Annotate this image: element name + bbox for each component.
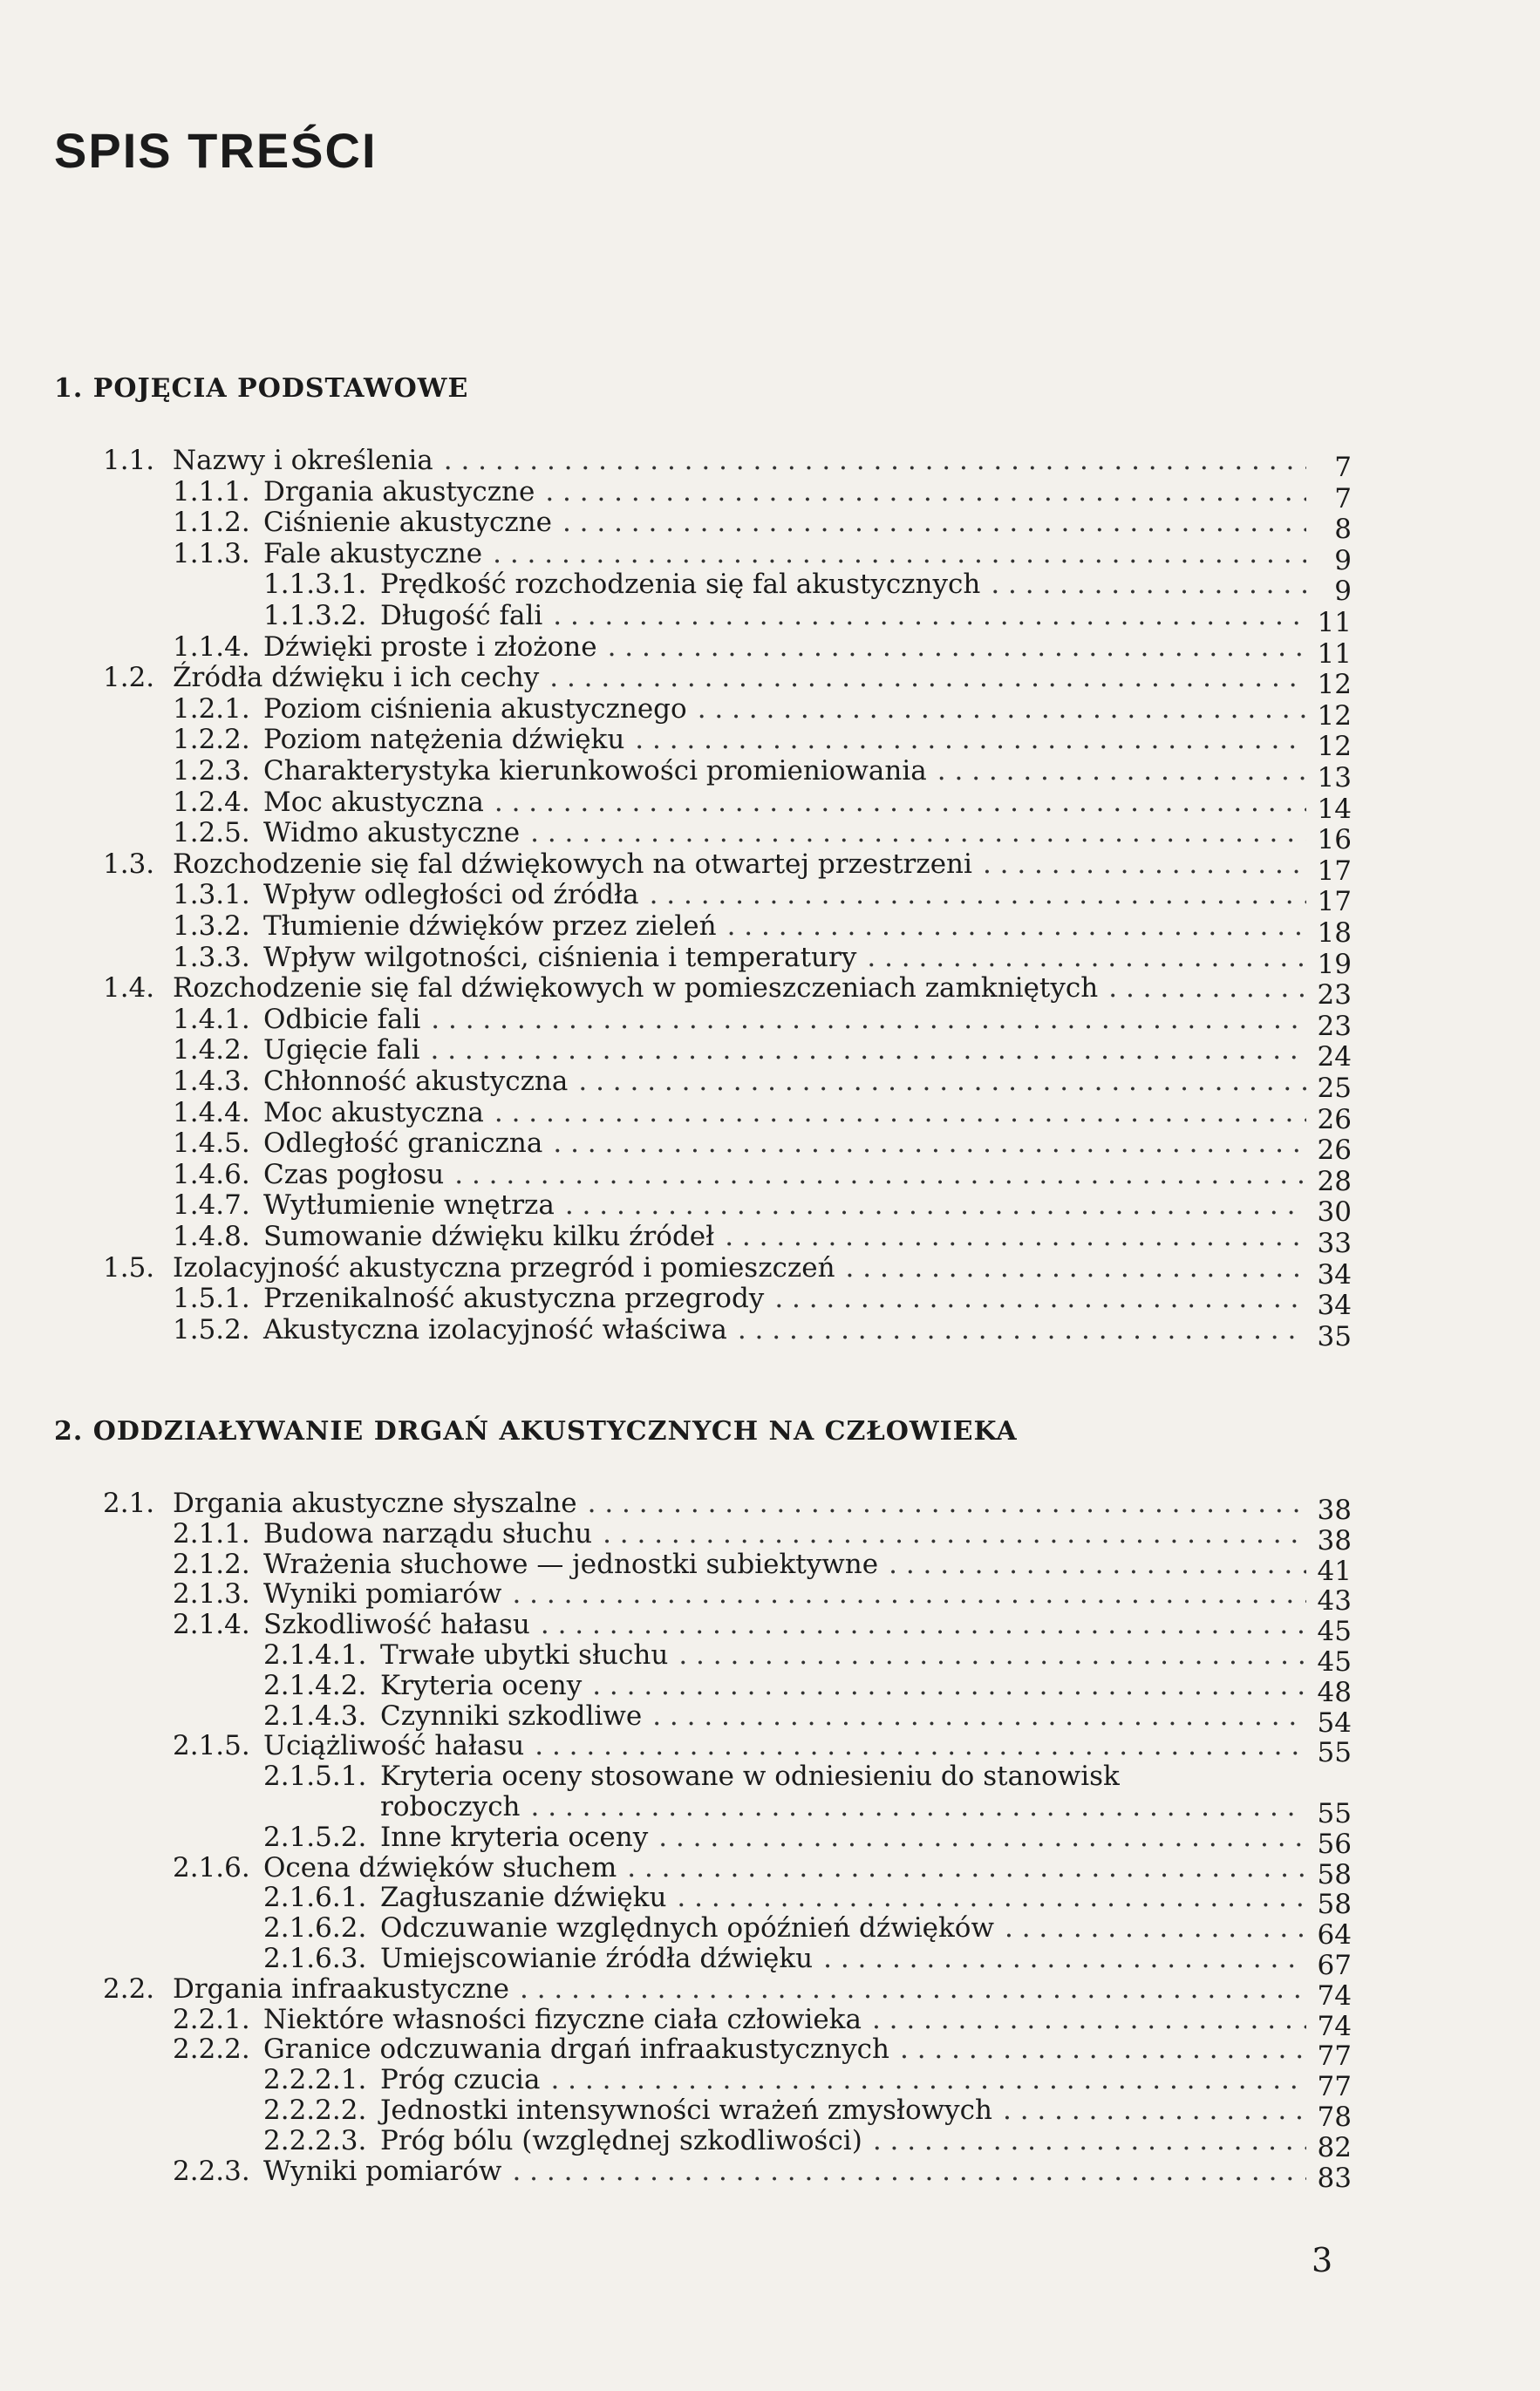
toc-entry-number: 1.4. (103, 972, 155, 1005)
toc-entry-number: 1.4.1. (173, 1003, 250, 1035)
toc-entry[interactable] (103, 1972, 1352, 2012)
toc-entry[interactable] (263, 1700, 1352, 1739)
toc-entry[interactable] (173, 1609, 1352, 1648)
toc-entry-page: 38 (1317, 1524, 1352, 1557)
toc-entry-title: Czas pogłosu (263, 1158, 445, 1190)
toc-entry-page: 82 (1317, 2131, 1352, 2163)
dot-leader (431, 1004, 1306, 1035)
dot-leader (900, 2033, 1306, 2065)
toc-entry-title: Prędkość rozchodzenia się fal akustycznych (380, 569, 981, 601)
dot-leader (1003, 2095, 1306, 2126)
toc-entry-number: 1.1.4. (173, 630, 250, 663)
toc-entry-title: Próg bólu (względnej szkodliwości) (380, 2124, 862, 2156)
toc-entry-page: 12 (1317, 669, 1352, 701)
toc-entry[interactable] (173, 2033, 1352, 2073)
toc-entry-title: Drgania akustyczne słyszalne (173, 1488, 577, 1519)
toc-entry-number: 2.2.2.1. (263, 2064, 367, 2096)
toc-entry-page: 17 (1317, 886, 1352, 918)
toc-entry[interactable] (173, 1003, 1352, 1042)
toc-entry-number: 1.1.3.2. (263, 600, 367, 631)
dot-leader (545, 476, 1306, 507)
toc-entry-title: Wyniki pomiarów (263, 1578, 502, 1611)
toc-entry-number: 2.2.2. (173, 2033, 250, 2066)
toc-entry-page: 67 (1317, 1950, 1352, 1981)
toc-entry-page: 77 (1317, 2040, 1352, 2073)
toc-entry-page: 55 (1317, 1798, 1352, 1829)
toc-entry[interactable] (173, 537, 1352, 576)
dot-leader (873, 2125, 1306, 2156)
toc-entry[interactable] (173, 630, 1352, 670)
toc-entry-page: 77 (1317, 2071, 1352, 2103)
section-heading-1: 1. POJĘCIA PODSTAWOWE (54, 373, 469, 404)
toc-entry-page: 83 (1317, 2162, 1352, 2194)
toc-entry-title: Ocena dźwięków słuchem (263, 1851, 617, 1884)
toc-entry-number: 1.4.2. (173, 1034, 250, 1066)
toc-entry-title: Inne kryteria oceny (380, 1821, 649, 1853)
toc-entry-number: 2.1.6.1. (263, 1882, 367, 1914)
toc-entry[interactable] (103, 445, 1352, 483)
toc-entry-page: 8 (1334, 514, 1352, 546)
toc-entry-page: 7 (1334, 482, 1352, 514)
dot-leader (823, 1943, 1306, 1974)
toc-entry-number: 2.1. (103, 1488, 155, 1519)
toc-entry-title: Rozchodzenie się fal dźwiękowych na otwartej przestrzeni (173, 848, 972, 880)
toc-entry-page: 34 (1317, 1290, 1352, 1322)
toc-entry-page: 16 (1317, 824, 1352, 856)
toc-entry[interactable] (263, 1669, 1352, 1708)
toc-entry-page: 14 (1317, 793, 1352, 825)
toc-entry-title: Ugięcie fali (263, 1034, 420, 1066)
toc-entry-number: 1.2.2. (173, 724, 250, 756)
dot-leader (846, 1252, 1306, 1284)
toc-entry-page: 30 (1317, 1196, 1352, 1229)
toc-entry[interactable] (173, 879, 1352, 918)
toc-entry-number: 2.2. (103, 1972, 155, 2005)
dot-leader (553, 600, 1306, 631)
toc-entry-page: 9 (1334, 576, 1352, 608)
toc-entry-title: Tłumienie dźwięków przez zieleń (263, 910, 717, 942)
dot-leader (867, 942, 1306, 973)
toc-entry-number: 2.1.3. (173, 1578, 250, 1611)
toc-entry-page: 54 (1317, 1706, 1352, 1739)
dot-leader (678, 1639, 1306, 1671)
toc-entry[interactable] (173, 786, 1352, 825)
toc-entry-title: Przenikalność akustyczna przegrody (263, 1283, 765, 1315)
toc-entry[interactable] (263, 600, 1352, 638)
dot-leader (738, 1314, 1306, 1345)
dot-leader (535, 1730, 1306, 1761)
toc-entry[interactable] (103, 848, 1352, 887)
toc-entry-page: 7 (1334, 452, 1352, 483)
toc-entry-number: 1.2.3. (173, 755, 250, 787)
toc-entry[interactable] (173, 507, 1352, 546)
dot-leader (562, 507, 1306, 538)
toc-entry[interactable] (103, 662, 1352, 701)
toc-entry-title: Moc akustyczna (263, 786, 484, 818)
toc-entry-number: 2.2.2.2. (263, 2095, 367, 2126)
toc-entry-title: Dźwięki proste i złożone (263, 630, 597, 663)
toc-entry-number: 1.2.4. (173, 786, 250, 818)
toc-entry[interactable] (173, 724, 1352, 763)
dot-leader (530, 817, 1306, 848)
toc-entry-page: 17 (1317, 855, 1352, 887)
toc-entry[interactable] (173, 1158, 1352, 1197)
toc-entry-title: Kryteria oceny (380, 1669, 583, 1701)
toc-entry-number: 2.1.2. (173, 1548, 250, 1580)
toc-entry-page: 18 (1317, 917, 1352, 949)
page-number: 3 (1312, 2241, 1333, 2279)
toc-entry-number: 1.1.3. (173, 537, 250, 569)
toc-entry[interactable] (173, 1313, 1352, 1352)
toc-entry[interactable] (263, 2095, 1352, 2133)
toc-entry[interactable] (173, 1066, 1352, 1104)
dot-leader (677, 1882, 1306, 1913)
toc-entry-number: 2.1.4.2. (263, 1669, 367, 1701)
dot-leader (531, 1791, 1306, 1822)
dot-leader (550, 2064, 1306, 2095)
toc-entry[interactable] (173, 2003, 1352, 2042)
toc-entry-page: 58 (1317, 1889, 1352, 1921)
dot-leader (727, 910, 1306, 942)
toc-entry-page: 11 (1317, 637, 1352, 670)
toc-entry-page: 11 (1317, 607, 1352, 638)
dot-leader (578, 1066, 1306, 1097)
toc-entry-page: 24 (1317, 1041, 1352, 1073)
toc-entry-number: 1.4.6. (173, 1158, 250, 1190)
toc-entry-title: Trwałe ubytki słuchu (380, 1639, 669, 1671)
toc-entry-title: Rozchodzenie się fal dźwiękowych w pomieszczeniach zamkniętych (173, 972, 1099, 1005)
dot-leader (541, 1609, 1306, 1640)
dot-leader (588, 1488, 1306, 1519)
toc-entry-title: Poziom natężenia dźwięku (263, 724, 625, 756)
toc-entry[interactable] (173, 1189, 1352, 1229)
toc-entry[interactable] (263, 1943, 1352, 1981)
toc-entry[interactable] (263, 1761, 1352, 1792)
toc-entry[interactable] (263, 569, 1352, 608)
toc-entry-number: 1.2. (103, 662, 155, 694)
toc-entry-number: 1.4.3. (173, 1066, 250, 1097)
toc-entry-title: Umiejscowianie źródła dźwięku (380, 1943, 814, 1974)
toc-entry-number: 2.1.5.2. (263, 1821, 367, 1853)
dot-leader (512, 2156, 1306, 2187)
toc-entry-page: 34 (1317, 1258, 1352, 1291)
toc-entry-page: 74 (1317, 1979, 1352, 2012)
toc-entry-title: Fale akustyczne (263, 537, 483, 569)
toc-entry[interactable] (263, 1912, 1352, 1952)
dot-leader (652, 1700, 1306, 1732)
dot-leader (991, 569, 1306, 600)
toc-entry[interactable] (103, 1488, 1352, 1526)
toc-entry-number: 1.1.2. (173, 507, 250, 539)
dot-leader (774, 1283, 1306, 1314)
toc-entry-page: 25 (1317, 1073, 1352, 1104)
toc-entry[interactable] (380, 1791, 1352, 1829)
toc-entry-page: 56 (1317, 1828, 1352, 1860)
toc-entry[interactable] (173, 1578, 1352, 1618)
toc-entry-number: 2.1.6. (173, 1851, 250, 1884)
toc-entry-page: 43 (1317, 1585, 1352, 1618)
toc-entry[interactable] (263, 1821, 1352, 1860)
toc-entry-number: 1.5.2. (173, 1313, 250, 1345)
toc-entry[interactable] (173, 817, 1352, 856)
toc-entry-title: Akustyczna izolacyjność właściwa (263, 1313, 727, 1345)
toc-entry-title: Jednostki intensywności wrażeń zmysłowych (380, 2095, 993, 2126)
dot-leader (872, 2004, 1306, 2035)
toc-entry-page: 33 (1317, 1228, 1352, 1259)
toc-entry-title: Próg czucia (380, 2064, 541, 2096)
toc-entry[interactable] (173, 1730, 1352, 1769)
toc-entry-number: 2.2.1. (173, 2003, 250, 2035)
toc-entry-title: Uciążliwość hałasu (263, 1730, 525, 1762)
toc-entry-title: Drgania akustyczne (263, 475, 535, 507)
toc-entry[interactable] (173, 1517, 1352, 1557)
toc-entry[interactable] (173, 1283, 1352, 1322)
toc-entry-title: Źródła dźwięku i ich cechy (173, 662, 540, 694)
toc-entry-number: 2.2.3. (173, 2155, 250, 2187)
dot-leader (431, 1034, 1307, 1066)
toc-entry-title: Niektóre własności fizyczne ciała człowieka (263, 2003, 862, 2035)
dot-leader (592, 1670, 1306, 1701)
toc-entry-title: Widmo akustyczne (263, 817, 521, 849)
toc-entry-title: Czynniki szkodliwe (380, 1700, 643, 1732)
toc-entry[interactable] (173, 1851, 1352, 1890)
toc-entry-title: Odbicie fali (263, 1003, 421, 1035)
dot-leader (493, 538, 1306, 569)
toc-entry-page: 74 (1317, 2010, 1352, 2042)
toc-entry-title: Odległość graniczna (263, 1127, 543, 1160)
dot-leader (698, 693, 1306, 725)
dot-leader (983, 848, 1306, 880)
toc-entry-number: 1.3.1. (173, 879, 250, 911)
toc-entry[interactable] (173, 1221, 1352, 1259)
dot-leader (608, 631, 1306, 663)
toc-entry-number: 1.5. (103, 1251, 155, 1284)
toc-entry-title: Chłonność akustyczna (263, 1066, 569, 1097)
toc-entry-title: Charakterystyka kierunkowości promieniowania (263, 755, 927, 787)
dot-leader (444, 445, 1306, 476)
toc-entry-number: 1.5.1. (173, 1283, 250, 1315)
toc-entry-number: 1.4.8. (173, 1221, 250, 1252)
toc-entry[interactable] (173, 1096, 1352, 1135)
toc-entry-page: 48 (1317, 1676, 1352, 1708)
toc-entry[interactable] (173, 2155, 1352, 2194)
toc-entry[interactable] (173, 692, 1352, 732)
toc-entry[interactable] (103, 972, 1352, 1012)
toc-entry-number: 1.1. (103, 445, 155, 476)
toc-entry-number: 1.2.5. (173, 817, 250, 849)
toc-entry[interactable] (173, 475, 1352, 514)
toc-entry-page: 35 (1317, 1320, 1352, 1352)
toc-entry-title: Wytłumienie wnętrza (263, 1189, 555, 1222)
toc-entry-title: roboczych (380, 1791, 521, 1822)
toc-entry[interactable] (173, 755, 1352, 794)
toc-entry-page: 12 (1317, 699, 1352, 732)
toc-entry-title: Moc akustyczna (263, 1096, 484, 1128)
toc-entry-title: Wpływ wilgotności, ciśnienia i temperatury (263, 941, 857, 973)
dot-leader (512, 1578, 1306, 1610)
toc-entry-number: 1.4.4. (173, 1096, 250, 1128)
toc-entry-page: 19 (1317, 948, 1352, 980)
toc-entry-title: Kryteria oceny stosowane w odniesieniu do stanowisk (380, 1761, 1120, 1793)
dot-leader (1108, 972, 1306, 1004)
toc-entry-number: 2.1.6.3. (263, 1943, 367, 1974)
page-title: SPIS TREŚCI (54, 123, 378, 178)
toc-entry-page: 45 (1317, 1616, 1352, 1648)
toc-entry-title: Ciśnienie akustyczne (263, 507, 552, 539)
dot-leader (454, 1159, 1306, 1190)
dot-leader (627, 1852, 1306, 1884)
dot-leader (650, 879, 1306, 910)
toc-entry-title: Długość fali (380, 600, 543, 631)
toc-entry-page: 78 (1317, 2101, 1352, 2133)
toc-entry-number: 2.2.2.3. (263, 2124, 367, 2156)
dot-leader (549, 662, 1306, 693)
toc-entry-title: Budowa narządu słuchu (263, 1517, 593, 1550)
dot-leader (603, 1518, 1306, 1550)
toc-entry-number: 2.1.5. (173, 1730, 250, 1762)
toc-entry-title: Wpływ odległości od źródła (263, 879, 639, 911)
toc-entry-title: Nazwy i określenia (173, 445, 433, 476)
toc-entry-page: 55 (1317, 1737, 1352, 1769)
toc-entry-page: 23 (1317, 979, 1352, 1012)
toc-entry[interactable] (263, 1882, 1352, 1921)
dot-leader (635, 724, 1306, 755)
toc-entry-number: 1.4.7. (173, 1189, 250, 1222)
toc-entry-page: 45 (1317, 1646, 1352, 1678)
toc-entry[interactable] (173, 941, 1352, 980)
dot-leader (725, 1221, 1306, 1252)
toc-entry-number: 2.1.1. (173, 1517, 250, 1550)
toc-entry-number: 2.1.5.1. (263, 1761, 367, 1793)
dot-leader (494, 787, 1306, 818)
toc-entry-page: 41 (1317, 1555, 1352, 1587)
dot-leader (1005, 1912, 1306, 1944)
toc-entry-title: Wrażenia słuchowe — jednostki subiektywne (263, 1548, 879, 1580)
toc-entry-number: 2.1.6.2. (263, 1912, 367, 1945)
toc-entry-number: 1.1.3.1. (263, 569, 367, 601)
dot-leader (553, 1127, 1306, 1159)
toc-entry[interactable] (173, 910, 1352, 949)
toc-entry-title: Drgania infraakustyczne (173, 1972, 509, 2005)
toc-entry-number: 1.3. (103, 848, 155, 880)
dot-leader (494, 1097, 1306, 1128)
toc-entry[interactable] (263, 1639, 1352, 1678)
toc-entry[interactable] (173, 1127, 1352, 1167)
toc-entry[interactable] (173, 1548, 1352, 1587)
toc-entry-number: 2.1.4. (173, 1609, 250, 1641)
toc-entry-page: 13 (1317, 762, 1352, 794)
toc-entry-title: Sumowanie dźwięku kilku źródeł (263, 1221, 715, 1252)
toc-entry-number: 2.1.4.1. (263, 1639, 367, 1671)
toc-entry-page: 64 (1317, 1919, 1352, 1952)
toc-entry-page: 9 (1334, 544, 1352, 576)
toc-entry-page: 58 (1317, 1858, 1352, 1890)
toc-entry-number: 1.3.2. (173, 910, 250, 942)
toc-entry-title: Granice odczuwania drgań infraakustycznych (263, 2033, 889, 2066)
toc-entry[interactable] (103, 1251, 1352, 1291)
section-heading-2: 2. ODDZIAŁYWANIE DRGAŃ AKUSTYCZNYCH NA CZŁOWIEKA (54, 1416, 1018, 1447)
toc-entry-number: 2.1.4.3. (263, 1700, 367, 1732)
toc-entry-number: 1.1.1. (173, 475, 250, 507)
toc-entry-number: 1.2.1. (173, 692, 250, 725)
toc-entry-title: Zagłuszanie dźwięku (380, 1882, 667, 1914)
toc-entry-number: 1.4.5. (173, 1127, 250, 1160)
toc-entry-page: 28 (1317, 1165, 1352, 1197)
toc-entry-page: 38 (1317, 1495, 1352, 1526)
toc-entry-page: 26 (1317, 1103, 1352, 1135)
toc-entry[interactable] (263, 2124, 1352, 2163)
toc-entry-page: 26 (1317, 1134, 1352, 1167)
dot-leader (889, 1549, 1306, 1580)
dot-leader (937, 755, 1306, 787)
dot-leader (520, 1973, 1306, 2005)
toc-entry-title: Izolacyjność akustyczna przegród i pomieszczeń (173, 1251, 835, 1284)
toc-entry[interactable] (173, 1034, 1352, 1073)
dot-leader (565, 1189, 1306, 1221)
toc-entry-number: 1.3.3. (173, 941, 250, 973)
toc-entry-title: Odczuwanie względnych opóźnień dźwięków (380, 1912, 994, 1945)
dot-leader (658, 1822, 1306, 1853)
toc-entry-title: Wyniki pomiarów (263, 2155, 502, 2187)
toc-entry-page: 23 (1317, 1010, 1352, 1042)
toc-entry[interactable] (263, 2064, 1352, 2103)
toc-entry-title: Szkodliwość hałasu (263, 1609, 530, 1641)
toc-entry-page: 12 (1317, 731, 1352, 763)
toc-entry-title: Poziom ciśnienia akustycznego (263, 692, 687, 725)
